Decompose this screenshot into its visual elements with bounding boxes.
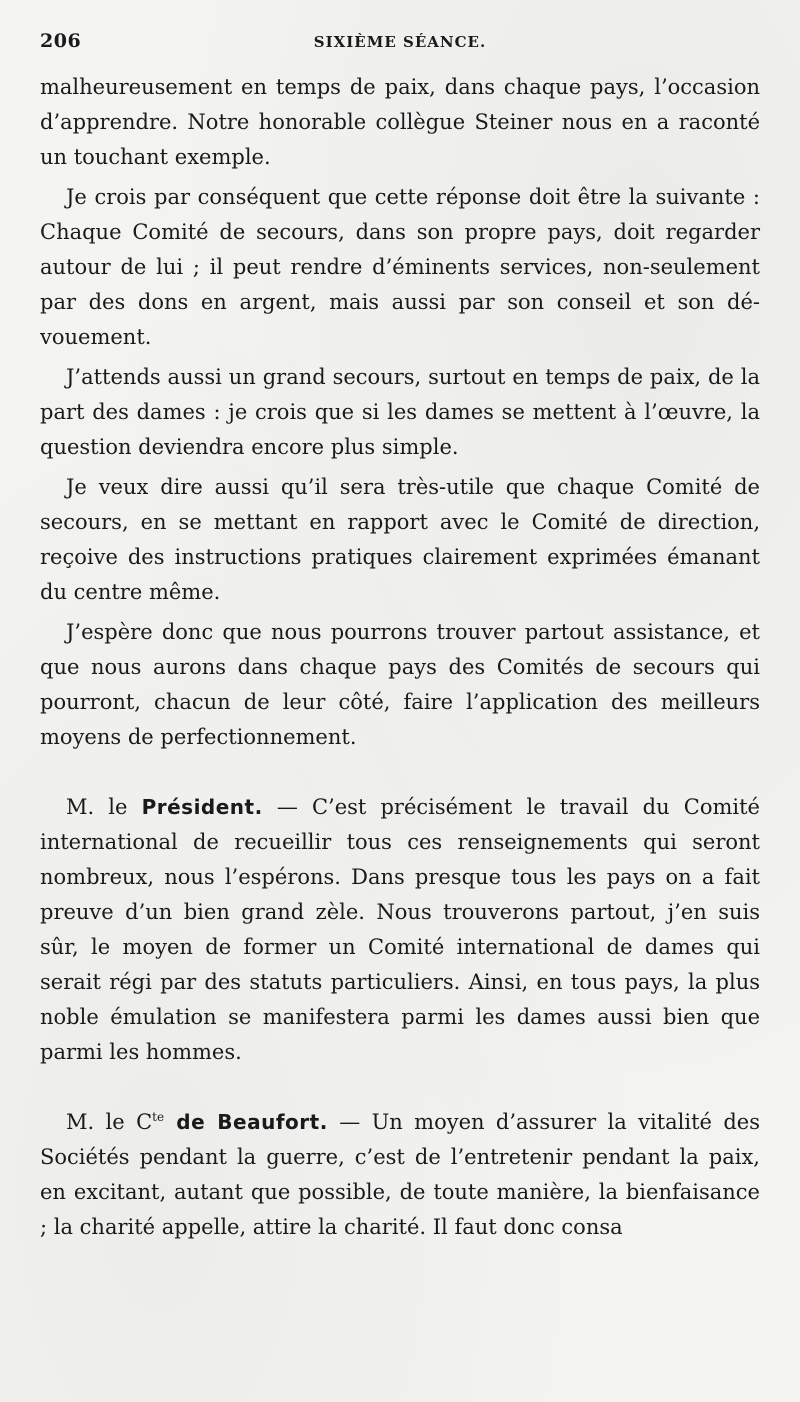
paragraph-5: J’espère donc que nous pourrons trouver partout assistance, et que nous aurons dans chaque pays des Comités de secours qui pourront, chacun de leur côté, faire l’application des meilleurs moyens de perfectionnement.: [40, 620, 760, 749]
body-text: [40, 70, 760, 1245]
paragraph-3: J’attends aussi un grand secours, surtout en temps de paix, de la part des dames : je crois que si les dames se mettent à l’œuvre, la question deviendra encore plus simple.: [40, 365, 760, 459]
running-head: SIXIÈME SÉANCE.: [313, 33, 487, 51]
page-header: [40, 30, 760, 60]
paragraph-beaufort: [40, 1105, 760, 1245]
speaker-name-beaufort: de Beaufort.: [164, 1110, 328, 1134]
beaufort-remarks: — Un moyen d’assurer la vitalité des Sociétés pendant la guerre, c’est de l’entretenir pendant la paix, en excitant, autant que possible, de toute manière, la bienfaisance ; la charité appelle, attire la charité. Il faut donc consa: [40, 1110, 760, 1239]
paragraph-2: Je crois par conséquent que cette réponse doit être la suivante : Chaque Comité de secours, dans son propre pays, doit regarder autour de lui ; il peut rendre d’éminents services, non-seulement par des dons en argent, mais aussi par son conseil et son dévouement.: [40, 185, 760, 349]
speaker-prefix: M. le: [66, 795, 142, 819]
speaker-name-president: Président.: [141, 795, 263, 819]
page-number: 206: [40, 30, 82, 52]
title-abbreviation-superscript: te: [152, 1110, 165, 1124]
paragraph-4: Je veux dire aussi qu’il sera très-utile que chaque Comité de secours, en se mettant en rapport avec le Comité de direction, reçoive des instructions pratiques clairement exprimées émanant du centre même.: [40, 475, 760, 604]
president-remarks: — C’est précisément le travail du Comité international de recueillir tous ces renseignements qui seront nombreux, nous l’espérons. Dans presque tous les pays on a fait preuve d’un bien grand zèle. Nous trouverons partout, j’en suis sûr, le moyen de former un Comité international de dames qui serait régi par des statuts particuliers. Ainsi, en tous pays, la plus noble émulation se manifestera parmi les dames aussi bien que parmi les hommes.: [40, 795, 760, 1064]
paragraph-president: [40, 790, 760, 1070]
speaker-prefix: M. le C: [66, 1110, 153, 1134]
paragraph-1: malheureusement en temps de paix, dans chaque pays, l’occasion d’apprendre. Notre honorable collègue Steiner nous en a raconté un touchant exemple.: [40, 75, 760, 169]
